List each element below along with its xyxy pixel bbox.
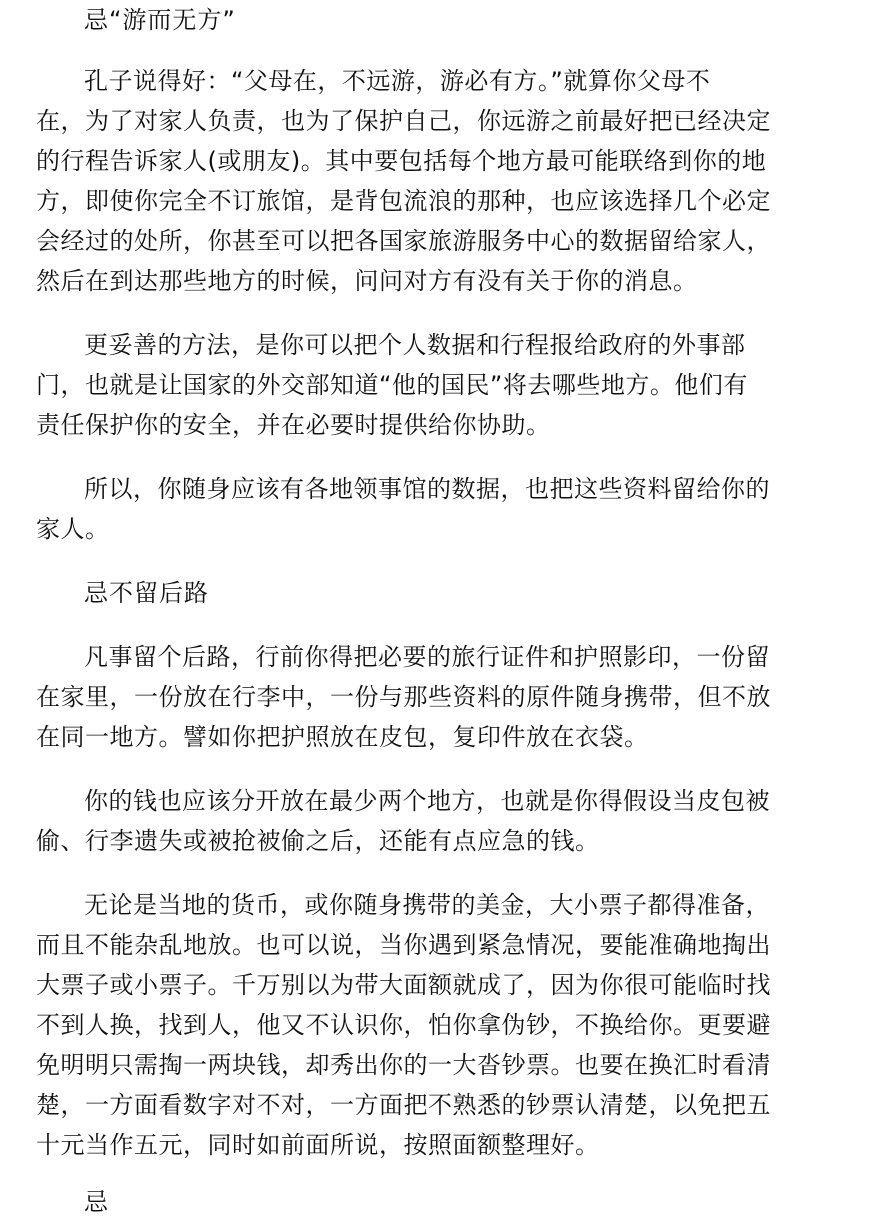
paragraph-line: 方，即使你完全不订旅馆，是背包流浪的那种，也应该选择几个必定 bbox=[36, 187, 771, 215]
paragraph-line: 然后在到达那些地方的时候，问问对方有没有关于你的消息。 bbox=[36, 267, 698, 295]
paragraph-line: 在同一地方。譬如你把护照放在皮包，复印件放在衣袋。 bbox=[36, 723, 649, 751]
paragraph-line: 的行程告诉家人(或朋友)。其中要包括每个地方最可能联络到你的地 bbox=[36, 147, 767, 175]
paragraph-line: 在家里，一份放在行李中，一份与那些资料的原件随身携带，但不放 bbox=[36, 683, 771, 711]
paragraph-line: 不到人换，找到人，他又不认识你，怕你拿伪钞，不换给你。更要避 bbox=[36, 1011, 771, 1039]
paragraph-line: 孔子说得好：“父母在，不远游，游必有方。”就算你父母不 bbox=[84, 67, 711, 95]
section-heading-cutoff: 忌 bbox=[84, 1188, 109, 1216]
paragraph-line: 大票子或小票子。千万别以为带大面额就成了，因为你很可能临时找 bbox=[36, 971, 771, 999]
paragraph-line: 所以，你随身应该有各地领事馆的数据，也把这些资料留给你的 bbox=[84, 475, 770, 503]
paragraph-line: 在，为了对家人负责，也为了保护自己，你远游之前最好把已经决定 bbox=[36, 107, 771, 135]
paragraph-line: 责任保护你的安全，并在必要时提供给你协助。 bbox=[36, 411, 551, 439]
section-heading-backup-plan: 忌不留后路 bbox=[84, 579, 209, 607]
paragraph-line: 会经过的处所，你甚至可以把各国家旅游服务中心的数据留给家人， bbox=[36, 227, 771, 255]
section-heading-travel-plan: 忌“游而无方” bbox=[84, 6, 236, 34]
paragraph-line: 偷、行李遗失或被抢被偷之后，还能有点应急的钱。 bbox=[36, 827, 600, 855]
paragraph-line: 凡事留个后路，行前你得把必要的旅行证件和护照影印，一份留 bbox=[84, 643, 770, 671]
paragraph-line: 家人。 bbox=[36, 515, 110, 543]
paragraph-line: 十元当作五元，同时如前面所说，按照面额整理好。 bbox=[36, 1131, 600, 1159]
paragraph-line: 而且不能杂乱地放。也可以说，当你遇到紧急情况，要能准确地掏出 bbox=[36, 931, 771, 959]
paragraph-line: 无论是当地的货币，或你随身携带的美金，大小票子都得准备， bbox=[84, 891, 770, 919]
paragraph-line: 更妥善的方法，是你可以把个人数据和行程报给政府的外事部 bbox=[84, 331, 746, 359]
paragraph-line: 免明明只需掏一两块钱，却秀出你的一大沓钞票。也要在换汇时看清 bbox=[36, 1051, 771, 1079]
paragraph-line: 你的钱也应该分开放在最少两个地方，也就是你得假设当皮包被 bbox=[84, 787, 770, 815]
paragraph-line: 门，也就是让国家的外交部知道“他的国民”将去哪些地方。他们有 bbox=[36, 371, 748, 399]
paragraph-line: 楚，一方面看数字对不对，一方面把不熟悉的钞票认清楚，以免把五 bbox=[36, 1091, 771, 1119]
